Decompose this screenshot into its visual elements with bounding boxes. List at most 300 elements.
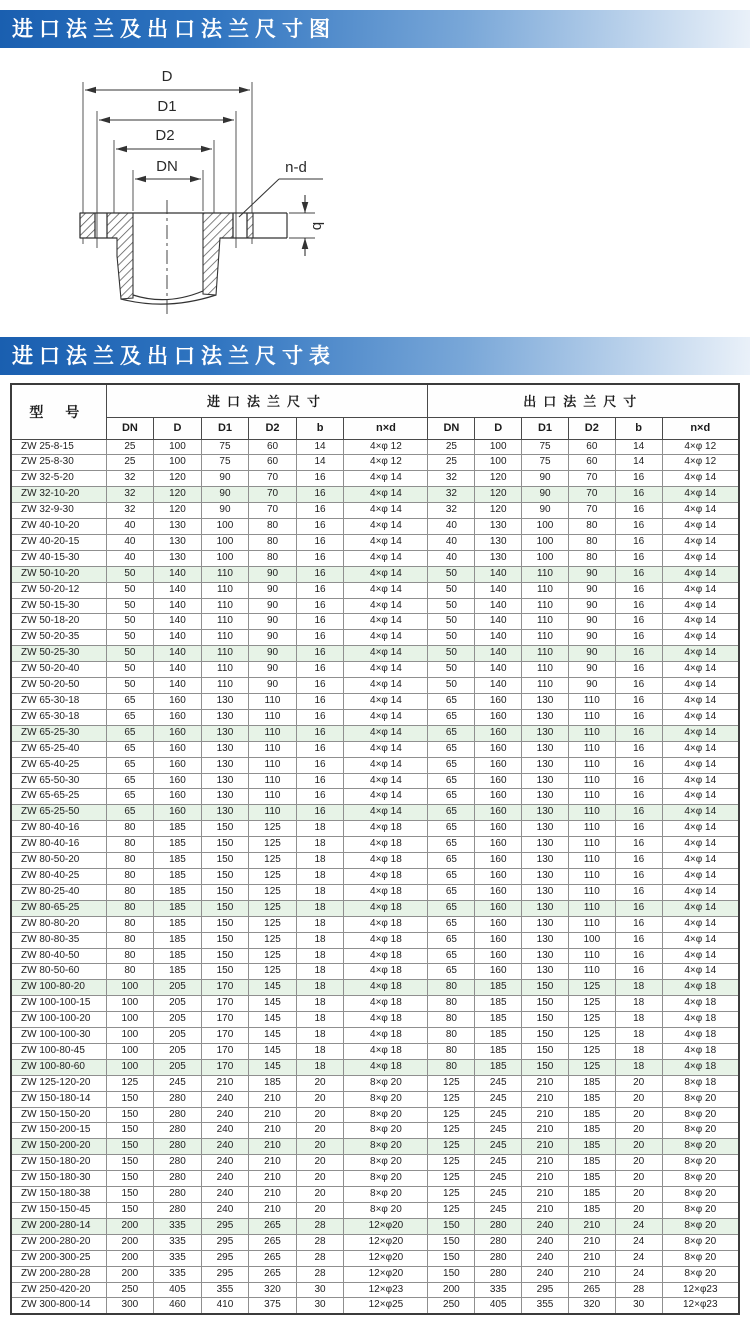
dim-cell: 90 [249, 678, 297, 694]
table-row [11, 1171, 739, 1187]
dim-cell: 18 [615, 980, 662, 996]
dim-cell: 16 [615, 503, 662, 519]
model-cell: ZW 50-20-12 [11, 582, 106, 598]
dim-cell: 16 [615, 821, 662, 837]
dim-cell: 4×φ 14 [344, 678, 428, 694]
dim-cell: 12×φ20 [344, 1234, 428, 1250]
dim-cell: 185 [154, 900, 202, 916]
dim-cell: 50 [428, 582, 475, 598]
subheader-cell: DN [428, 417, 475, 439]
table-row [11, 980, 739, 996]
dim-cell: 50 [106, 614, 154, 630]
dim-cell: 210 [568, 1250, 615, 1266]
dim-cell: 12×φ20 [344, 1266, 428, 1282]
dim-cell: 16 [296, 805, 344, 821]
dim-cell: 140 [154, 566, 202, 582]
dim-cell: 125 [249, 821, 297, 837]
dim-cell: 20 [615, 1155, 662, 1171]
model-cell: ZW 32-9-30 [11, 503, 106, 519]
dim-cell: 80 [428, 1043, 475, 1059]
dim-cell: 145 [249, 1059, 297, 1075]
dim-cell: 4×φ 14 [344, 487, 428, 503]
dim-cell: 130 [522, 916, 569, 932]
dim-cell: 185 [154, 964, 202, 980]
dim-cell: 240 [201, 1107, 249, 1123]
dim-cell: 185 [568, 1171, 615, 1187]
dim-cell: 4×φ 14 [344, 550, 428, 566]
dim-cell: 50 [106, 598, 154, 614]
table-row [11, 455, 739, 471]
dim-cell: 18 [296, 964, 344, 980]
dim-cell: 140 [154, 614, 202, 630]
dim-cell: 14 [615, 439, 662, 455]
dim-cell: 110 [568, 853, 615, 869]
dim-cell: 4×φ 18 [344, 821, 428, 837]
dim-cell: 4×φ 18 [344, 884, 428, 900]
dim-cell: 210 [522, 1187, 569, 1203]
dim-cell: 130 [522, 725, 569, 741]
flange-section-hatching [80, 213, 253, 299]
subheader-cell: n×d [344, 417, 428, 439]
dim-cell: 125 [249, 868, 297, 884]
dim-cell: 125 [568, 980, 615, 996]
dim-cell: 16 [615, 916, 662, 932]
dim-cell: 140 [475, 646, 522, 662]
dim-cell: 8×φ 20 [662, 1155, 739, 1171]
dim-cell: 130 [522, 709, 569, 725]
dim-cell: 40 [106, 534, 154, 550]
table-row [11, 1234, 739, 1250]
dim-cell: 210 [522, 1171, 569, 1187]
dim-cell: 4×φ 18 [344, 1059, 428, 1075]
dim-cell: 4×φ 14 [662, 725, 739, 741]
dim-cell: 150 [201, 868, 249, 884]
dim-cell: 160 [475, 757, 522, 773]
dim-cell: 12×φ23 [662, 1282, 739, 1298]
dim-cell: 90 [568, 566, 615, 582]
table-section-banner [0, 337, 750, 375]
dim-cell: 200 [106, 1250, 154, 1266]
dim-cell: 4×φ 14 [662, 741, 739, 757]
table-row [11, 582, 739, 598]
dim-cell: 4×φ 14 [662, 853, 739, 869]
dim-cell: 20 [615, 1139, 662, 1155]
dim-cell: 18 [296, 1059, 344, 1075]
dim-cell: 405 [154, 1282, 202, 1298]
dim-cell: 150 [428, 1250, 475, 1266]
model-cell: ZW 100-80-20 [11, 980, 106, 996]
dim-cell: 110 [249, 789, 297, 805]
dim-cell: 125 [428, 1187, 475, 1203]
dim-cell: 20 [296, 1155, 344, 1171]
dim-cell: 60 [249, 439, 297, 455]
dim-cell: 4×φ 14 [344, 741, 428, 757]
dim-cell: 110 [522, 566, 569, 582]
dim-cell: 110 [201, 678, 249, 694]
dim-cell: 200 [428, 1282, 475, 1298]
model-cell: ZW 150-180-20 [11, 1155, 106, 1171]
dim-cell: 150 [106, 1107, 154, 1123]
table-row [11, 1155, 739, 1171]
table-row [11, 916, 739, 932]
dim-cell: 185 [568, 1123, 615, 1139]
model-cell: ZW 40-10-20 [11, 519, 106, 535]
dim-cell: 110 [522, 630, 569, 646]
table-row [11, 598, 739, 614]
dim-cell: 185 [568, 1155, 615, 1171]
dim-cell: 150 [522, 996, 569, 1012]
dim-cell: 4×φ 14 [344, 805, 428, 821]
dim-cell: 110 [249, 725, 297, 741]
dim-cell: 4×φ 14 [662, 534, 739, 550]
dim-cell: 16 [615, 900, 662, 916]
dim-cell: 130 [201, 725, 249, 741]
dim-cell: 8×φ 20 [344, 1091, 428, 1107]
dim-cell: 40 [428, 519, 475, 535]
dim-cell: 185 [475, 1043, 522, 1059]
dim-cell: 140 [475, 566, 522, 582]
dim-cell: 140 [154, 598, 202, 614]
dim-cell: 210 [249, 1203, 297, 1219]
dim-cell: 280 [475, 1250, 522, 1266]
dim-label-D: D [161, 68, 173, 85]
model-cell: ZW 80-80-35 [11, 932, 106, 948]
dim-cell: 4×φ 14 [662, 662, 739, 678]
dim-cell: 125 [428, 1171, 475, 1187]
dim-cell: 75 [522, 439, 569, 455]
dim-cell: 160 [154, 773, 202, 789]
dim-cell: 65 [428, 789, 475, 805]
dim-cell: 90 [249, 630, 297, 646]
model-cell: ZW 65-30-18 [11, 709, 106, 725]
table-row [11, 932, 739, 948]
dim-cell: 4×φ 14 [344, 598, 428, 614]
diagram-section-banner [0, 10, 750, 48]
dim-cell: 170 [201, 1028, 249, 1044]
dim-cell: 110 [201, 566, 249, 582]
dim-cell: 28 [296, 1266, 344, 1282]
flange-dimension-table [10, 383, 740, 1315]
dim-cell: 110 [249, 805, 297, 821]
dim-cell: 130 [522, 773, 569, 789]
model-cell: ZW 200-280-28 [11, 1266, 106, 1282]
dim-cell: 100 [201, 519, 249, 535]
dim-cell: 4×φ 14 [344, 725, 428, 741]
dim-cell: 50 [428, 630, 475, 646]
dim-cell: 18 [296, 884, 344, 900]
dim-cell: 4×φ 18 [344, 980, 428, 996]
dim-cell: 8×φ 20 [344, 1203, 428, 1219]
dim-cell: 65 [428, 932, 475, 948]
dim-cell: 30 [296, 1298, 344, 1314]
dim-cell: 65 [428, 805, 475, 821]
dim-cell: 65 [428, 757, 475, 773]
model-cell: ZW 65-50-30 [11, 773, 106, 789]
dim-cell: 100 [106, 980, 154, 996]
dim-cell: 150 [201, 964, 249, 980]
model-cell: ZW 200-300-25 [11, 1250, 106, 1266]
dim-cell: 150 [522, 1059, 569, 1075]
model-cell: ZW 32-10-20 [11, 487, 106, 503]
dim-cell: 130 [522, 884, 569, 900]
dim-cell: 110 [201, 630, 249, 646]
dim-cell: 28 [296, 1250, 344, 1266]
dim-cell: 75 [522, 455, 569, 471]
dim-cell: 110 [249, 694, 297, 710]
dim-cell: 295 [522, 1282, 569, 1298]
dim-label-n-d: n-d [285, 159, 307, 176]
dim-cell: 4×φ 14 [662, 598, 739, 614]
model-cell: ZW 80-40-16 [11, 837, 106, 853]
diagram-section-title: 进口法兰及出口法兰尺寸图 [12, 18, 336, 41]
dim-cell: 16 [615, 646, 662, 662]
dim-cell: 110 [522, 662, 569, 678]
dim-cell: 110 [568, 694, 615, 710]
dim-cell: 205 [154, 996, 202, 1012]
dim-cell: 160 [475, 725, 522, 741]
dim-cell: 185 [154, 916, 202, 932]
dim-cell: 100 [522, 550, 569, 566]
dim-cell: 140 [475, 662, 522, 678]
dim-cell: 210 [522, 1107, 569, 1123]
subheader-cell: D2 [568, 417, 615, 439]
dim-cell: 210 [249, 1187, 297, 1203]
dim-cell: 160 [154, 709, 202, 725]
dim-cell: 16 [615, 837, 662, 853]
model-cell: ZW 50-20-35 [11, 630, 106, 646]
dim-cell: 4×φ 18 [662, 1028, 739, 1044]
dim-cell: 80 [106, 837, 154, 853]
dim-cell: 4×φ 14 [344, 662, 428, 678]
dim-cell: 295 [201, 1250, 249, 1266]
dim-cell: 240 [201, 1203, 249, 1219]
model-cell: ZW 150-180-30 [11, 1171, 106, 1187]
dim-cell: 150 [106, 1123, 154, 1139]
dim-label-D2: D2 [155, 127, 175, 144]
dim-cell: 65 [428, 725, 475, 741]
dim-cell: 32 [428, 503, 475, 519]
dim-cell: 280 [475, 1266, 522, 1282]
dim-cell: 4×φ 14 [662, 519, 739, 535]
dim-cell: 32 [428, 487, 475, 503]
dim-cell: 16 [615, 805, 662, 821]
dim-cell: 20 [296, 1091, 344, 1107]
dim-cell: 70 [249, 471, 297, 487]
dim-cell: 150 [106, 1155, 154, 1171]
dim-cell: 18 [296, 900, 344, 916]
dim-cell: 120 [475, 503, 522, 519]
table-row [11, 487, 739, 503]
dim-cell: 120 [154, 471, 202, 487]
dim-cell: 4×φ 18 [662, 1043, 739, 1059]
dim-cell: 90 [249, 566, 297, 582]
table-row [11, 1250, 739, 1266]
table-row [11, 630, 739, 646]
dim-cell: 80 [428, 996, 475, 1012]
dim-cell: 18 [296, 1043, 344, 1059]
dim-cell: 130 [201, 709, 249, 725]
table-row [11, 439, 739, 455]
table-row [11, 1043, 739, 1059]
table-row [11, 1012, 739, 1028]
dim-cell: 16 [615, 614, 662, 630]
dim-cell: 65 [428, 837, 475, 853]
dim-cell: 80 [568, 519, 615, 535]
dim-cell: 4×φ 14 [662, 932, 739, 948]
dim-cell: 80 [106, 964, 154, 980]
dim-cell: 50 [428, 678, 475, 694]
table-row [11, 868, 739, 884]
dim-cell: 90 [249, 614, 297, 630]
dim-cell: 4×φ 14 [662, 837, 739, 853]
dim-cell: 100 [106, 1059, 154, 1075]
dim-cell: 65 [106, 709, 154, 725]
model-cell: ZW 50-25-30 [11, 646, 106, 662]
dim-cell: 16 [296, 646, 344, 662]
dim-cell: 110 [522, 582, 569, 598]
dim-cell: 150 [106, 1203, 154, 1219]
dim-cell: 16 [615, 884, 662, 900]
table-row [11, 1187, 739, 1203]
dim-cell: 240 [201, 1171, 249, 1187]
dim-cell: 110 [568, 725, 615, 741]
dim-cell: 110 [201, 614, 249, 630]
dim-cell: 12×φ20 [344, 1250, 428, 1266]
dim-cell: 185 [249, 1075, 297, 1091]
dim-cell: 65 [106, 757, 154, 773]
dim-cell: 130 [522, 900, 569, 916]
dim-cell: 100 [522, 519, 569, 535]
dim-cell: 185 [568, 1187, 615, 1203]
dim-cell: 65 [428, 916, 475, 932]
dim-cell: 160 [475, 773, 522, 789]
dim-cell: 280 [154, 1155, 202, 1171]
dim-cell: 240 [201, 1139, 249, 1155]
dim-cell: 20 [296, 1171, 344, 1187]
model-cell: ZW 80-80-20 [11, 916, 106, 932]
dim-cell: 295 [201, 1234, 249, 1250]
dim-cell: 16 [615, 519, 662, 535]
dim-cell: 160 [475, 932, 522, 948]
dim-cell: 65 [106, 773, 154, 789]
dim-cell: 16 [296, 725, 344, 741]
dim-cell: 300 [106, 1298, 154, 1314]
dim-cell: 110 [522, 678, 569, 694]
dim-cell: 185 [568, 1139, 615, 1155]
dim-cell: 30 [615, 1298, 662, 1314]
dim-cell: 18 [615, 1028, 662, 1044]
dim-cell: 65 [428, 773, 475, 789]
dim-cell: 80 [106, 868, 154, 884]
dim-cell: 320 [249, 1282, 297, 1298]
dim-cell: 265 [249, 1266, 297, 1282]
dim-cell: 280 [475, 1234, 522, 1250]
table-row [11, 678, 739, 694]
dim-cell: 125 [249, 884, 297, 900]
dim-cell: 90 [249, 598, 297, 614]
dim-cell: 130 [201, 757, 249, 773]
dim-cell: 80 [106, 948, 154, 964]
dim-cell: 16 [615, 757, 662, 773]
dim-cell: 160 [154, 789, 202, 805]
dim-cell: 90 [568, 662, 615, 678]
model-cell: ZW 80-40-50 [11, 948, 106, 964]
dim-cell: 110 [201, 662, 249, 678]
dim-cell: 14 [296, 455, 344, 471]
dim-cell: 110 [568, 964, 615, 980]
dim-cell: 130 [522, 789, 569, 805]
dim-cell: 40 [428, 534, 475, 550]
dim-cell: 185 [568, 1203, 615, 1219]
dim-cell: 90 [201, 487, 249, 503]
dim-cell: 8×φ 20 [662, 1234, 739, 1250]
dim-cell: 16 [615, 948, 662, 964]
dim-cell: 20 [296, 1187, 344, 1203]
dim-cell: 80 [106, 821, 154, 837]
dim-cell: 16 [296, 614, 344, 630]
dim-cell: 90 [522, 471, 569, 487]
dim-cell: 80 [249, 550, 297, 566]
table-row [11, 884, 739, 900]
dim-cell: 16 [615, 471, 662, 487]
dim-cell: 170 [201, 980, 249, 996]
dim-cell: 280 [154, 1187, 202, 1203]
dim-cell: 245 [475, 1075, 522, 1091]
dim-cell: 100 [154, 439, 202, 455]
dim-cell: 50 [106, 582, 154, 598]
dim-cell: 16 [296, 678, 344, 694]
model-cell: ZW 50-20-50 [11, 678, 106, 694]
dim-cell: 245 [475, 1187, 522, 1203]
table-row [11, 1091, 739, 1107]
dim-label-b: b [309, 221, 326, 231]
table-row [11, 1282, 739, 1298]
dim-cell: 4×φ 18 [662, 1012, 739, 1028]
header-model: 型 号 [11, 384, 106, 439]
dim-cell: 140 [154, 678, 202, 694]
table-row [11, 1059, 739, 1075]
dim-cell: 90 [568, 598, 615, 614]
dim-cell: 200 [106, 1266, 154, 1282]
model-cell: ZW 80-25-40 [11, 884, 106, 900]
dim-cell: 18 [296, 980, 344, 996]
dim-cell: 8×φ 18 [662, 1075, 739, 1091]
table-row [11, 853, 739, 869]
dim-cell: 4×φ 14 [662, 821, 739, 837]
dim-cell: 8×φ 20 [662, 1187, 739, 1203]
dim-cell: 205 [154, 1059, 202, 1075]
dim-cell: 110 [568, 900, 615, 916]
dim-cell: 60 [249, 455, 297, 471]
dim-cell: 160 [475, 868, 522, 884]
dim-cell: 110 [568, 773, 615, 789]
model-cell: ZW 100-80-60 [11, 1059, 106, 1075]
table-row [11, 550, 739, 566]
dim-cell: 90 [568, 678, 615, 694]
dim-cell: 16 [615, 773, 662, 789]
dim-cell: 4×φ 12 [662, 439, 739, 455]
dim-cell: 28 [615, 1282, 662, 1298]
dim-cell: 4×φ 14 [662, 900, 739, 916]
table-row [11, 534, 739, 550]
dim-cell: 60 [568, 455, 615, 471]
dim-cell: 210 [522, 1075, 569, 1091]
model-cell: ZW 150-200-15 [11, 1123, 106, 1139]
dim-cell: 130 [201, 741, 249, 757]
model-cell: ZW 25-8-15 [11, 439, 106, 455]
dim-cell: 140 [154, 646, 202, 662]
model-cell: ZW 65-30-18 [11, 694, 106, 710]
